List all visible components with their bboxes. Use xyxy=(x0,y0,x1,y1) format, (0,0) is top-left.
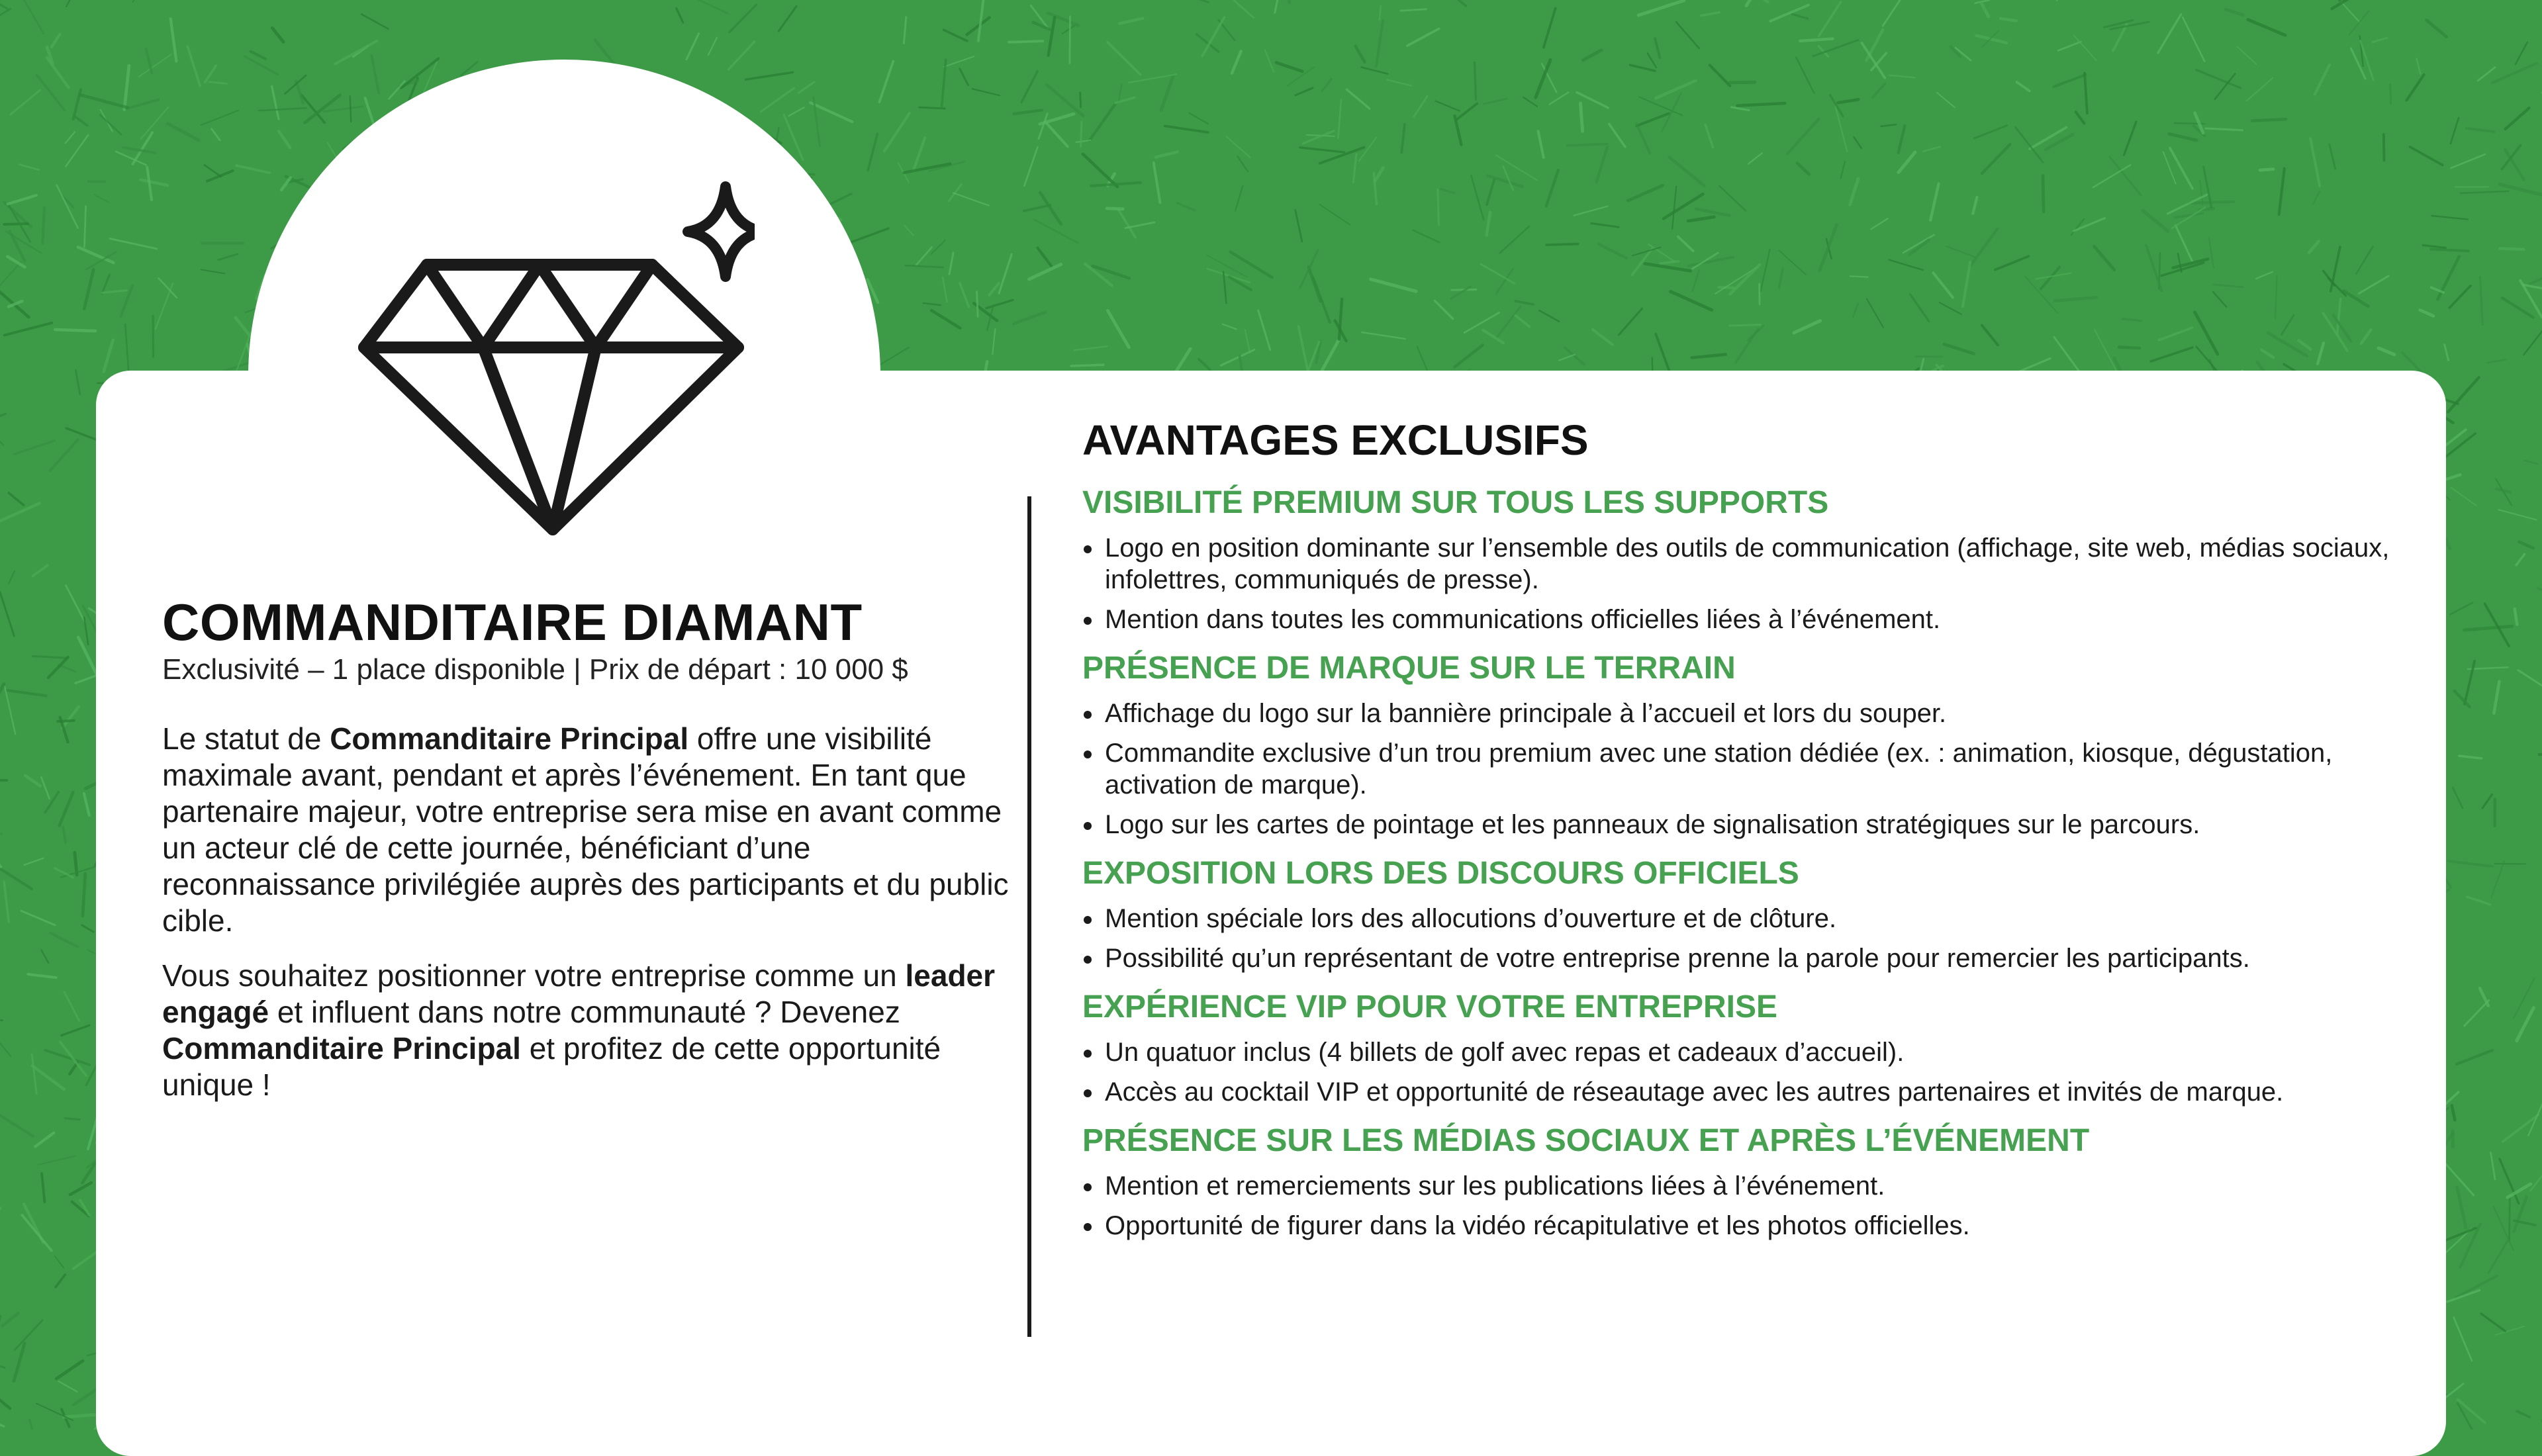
advantages-panel xyxy=(1082,410,2413,1255)
para2-bold: Commanditaire Principal xyxy=(162,1031,521,1066)
bullet-item: Un quatuor inclus (4 billets de golf avec repas et cadeaux d’accueil). xyxy=(1082,1036,2413,1068)
bullet-item: Affichage du logo sur la bannière principale à l’accueil et lors du souper. xyxy=(1082,698,2413,729)
column-divider xyxy=(1027,496,1031,1337)
para2-bold: leader engagé xyxy=(162,958,995,1029)
bullet-list xyxy=(1082,1036,2413,1108)
bullet-list xyxy=(1082,903,2413,974)
diamond-icon xyxy=(357,179,755,536)
advantages-sections xyxy=(1082,483,2413,1242)
bullet-item: Mention et remerciements sur les publications liées à l’événement. xyxy=(1082,1170,2413,1202)
bullet-item: Accès au cocktail VIP et opportunité de réseautage avec les autres partenaires et invités de marque. xyxy=(1082,1076,2413,1108)
sponsor-subtitle: Exclusivité – 1 place disponible | Prix de départ : 10 000 $ xyxy=(162,652,1023,688)
bullet-item: Commandite exclusive d’un trou premium avec une station dédiée (ex. : animation, kiosque, dégustation, activation de marque). xyxy=(1082,737,2413,801)
bullet-item: Possibilité qu’un représentant de votre entreprise prenne la parole pour remercier les participants. xyxy=(1082,942,2413,974)
section-title: PRÉSENCE DE MARQUE SUR LE TERRAIN xyxy=(1082,649,2413,688)
para2-text: et profitez de cette opportunité unique ! xyxy=(162,1031,941,1102)
bullet-list xyxy=(1082,532,2413,635)
para2-text: Vous souhaitez positionner votre entreprise comme un xyxy=(162,958,906,993)
sponsor-title: COMMANDITAIRE DIAMANT xyxy=(162,592,1023,652)
bullet-list xyxy=(1082,698,2413,841)
advantages-title: AVANTAGES EXCLUSIFS xyxy=(1082,410,2413,470)
call-to-action-paragraph xyxy=(162,958,1023,1103)
bullet-item: Mention dans toutes les communications officielles liées à l’événement. xyxy=(1082,604,2413,635)
section-title: EXPÉRIENCE VIP POUR VOTRE ENTREPRISE xyxy=(1082,987,2413,1027)
para1-text: offre une visibilité maximale avant, pendant et après l’événement. En tant que partenaire majeur, votre entreprise sera mise en avant comme un acteur clé de cette journée, bénéficiant d’une reconnaissance privilégiée auprès des participants et du public cible. xyxy=(162,721,1009,938)
bullet-item: Logo sur les cartes de pointage et les panneaux de signalisation stratégiques sur le parcours. xyxy=(1082,809,2413,841)
bullet-item: Mention spéciale lors des allocutions d’ouverture et de clôture. xyxy=(1082,903,2413,934)
sponsor-description xyxy=(162,592,1023,1122)
bullet-item: Logo en position dominante sur l’ensemble des outils de communication (affichage, site web, médias sociaux, infolettres, communiqués de presse). xyxy=(1082,532,2413,596)
intro-paragraph xyxy=(162,721,1023,939)
sparkle-icon xyxy=(688,187,755,277)
section-title: EXPOSITION LORS DES DISCOURS OFFICIELS xyxy=(1082,854,2413,893)
bullet-item: Opportunité de figurer dans la vidéo récapitulative et les photos officielles. xyxy=(1082,1210,2413,1242)
section-title: PRÉSENCE SUR LES MÉDIAS SOCIAUX ET APRÈS L’ÉVÉNEMENT xyxy=(1082,1121,2413,1161)
para1-bold: Commanditaire Principal xyxy=(330,721,688,756)
para2-text: et influent dans notre communauté ? Devenez xyxy=(269,995,900,1029)
section-title: VISIBILITÉ PREMIUM SUR TOUS LES SUPPORTS xyxy=(1082,483,2413,523)
para1-text: Le statut de xyxy=(162,721,330,756)
bullet-list xyxy=(1082,1170,2413,1242)
